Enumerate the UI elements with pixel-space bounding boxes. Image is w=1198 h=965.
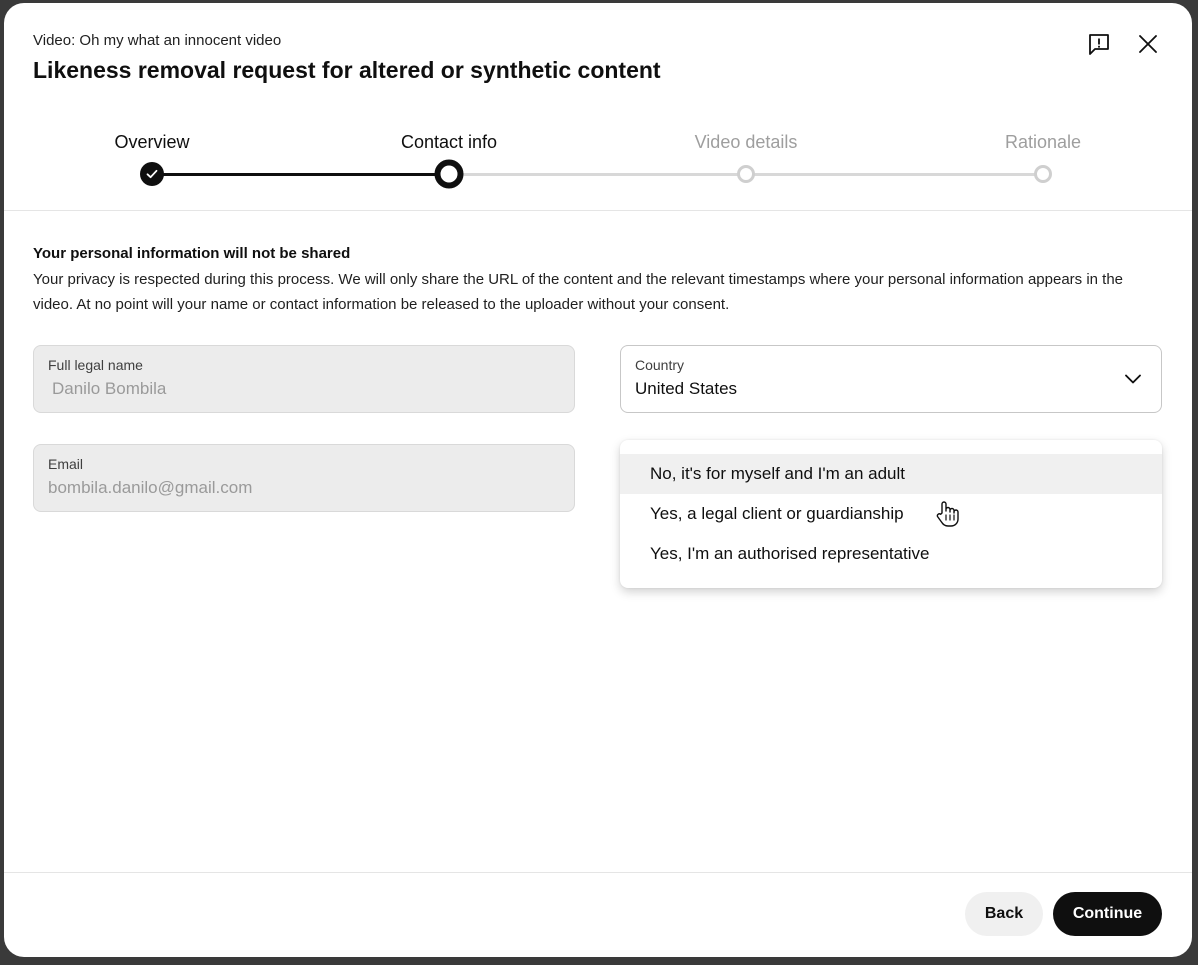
stepper-track-complete bbox=[152, 173, 449, 176]
country-label: Country bbox=[635, 357, 685, 373]
hand-pointer-icon bbox=[934, 500, 960, 528]
full-name-field bbox=[33, 345, 575, 413]
close-button[interactable] bbox=[1131, 27, 1165, 61]
step-label-video-details: Video details bbox=[694, 132, 798, 152]
footer-divider bbox=[4, 872, 1192, 873]
step-node-video-details bbox=[737, 165, 755, 183]
removal-request-dialog bbox=[4, 3, 1192, 957]
feedback-button[interactable] bbox=[1082, 27, 1116, 61]
email-label: Email bbox=[48, 456, 84, 472]
step-label-contact-info: Contact info bbox=[400, 132, 498, 152]
full-name-value: Danilo Bombila bbox=[52, 379, 167, 398]
dialog-title: Likeness removal request for altered or synthetic content bbox=[33, 57, 661, 83]
email-field bbox=[33, 444, 575, 512]
full-name-label: Full legal name bbox=[48, 357, 143, 373]
menu-item-authorised-representative[interactable]: Yes, I'm an authorised representative bbox=[650, 544, 930, 563]
email-value: bombila.danilo@gmail.com bbox=[48, 478, 253, 497]
close-icon bbox=[1137, 33, 1159, 55]
country-value: United States bbox=[635, 379, 738, 398]
step-node-rationale bbox=[1034, 165, 1052, 183]
menu-item-legal-client[interactable]: Yes, a legal client or guardianship bbox=[650, 504, 904, 523]
chevron-down-icon bbox=[1123, 369, 1143, 389]
feedback-icon bbox=[1087, 32, 1111, 56]
privacy-heading: Your personal information will not be shared bbox=[33, 245, 351, 262]
privacy-body: Your privacy is respected during this process. We will only share the URL of the content and the relevant timestamps where your personal information appears in the video. At no point will your name or contact information be released to the uploader without your consent. bbox=[33, 271, 1124, 313]
menu-item-myself-adult[interactable]: No, it's for myself and I'm an adult bbox=[620, 454, 1162, 494]
representation-dropdown-menu bbox=[620, 440, 1162, 588]
step-label-rationale: Rationale bbox=[1004, 132, 1082, 152]
progress-stepper bbox=[4, 123, 1192, 203]
continue-button[interactable]: Continue bbox=[1053, 892, 1162, 936]
check-icon bbox=[145, 167, 159, 181]
back-button[interactable]: Back bbox=[965, 892, 1043, 936]
country-select[interactable] bbox=[620, 345, 1162, 413]
step-node-contact-info bbox=[435, 160, 464, 189]
step-label-overview: Overview bbox=[114, 132, 190, 152]
header-divider bbox=[4, 210, 1192, 211]
step-node-overview bbox=[140, 162, 164, 186]
video-subtitle: Video: Oh my what an innocent video bbox=[33, 32, 282, 49]
